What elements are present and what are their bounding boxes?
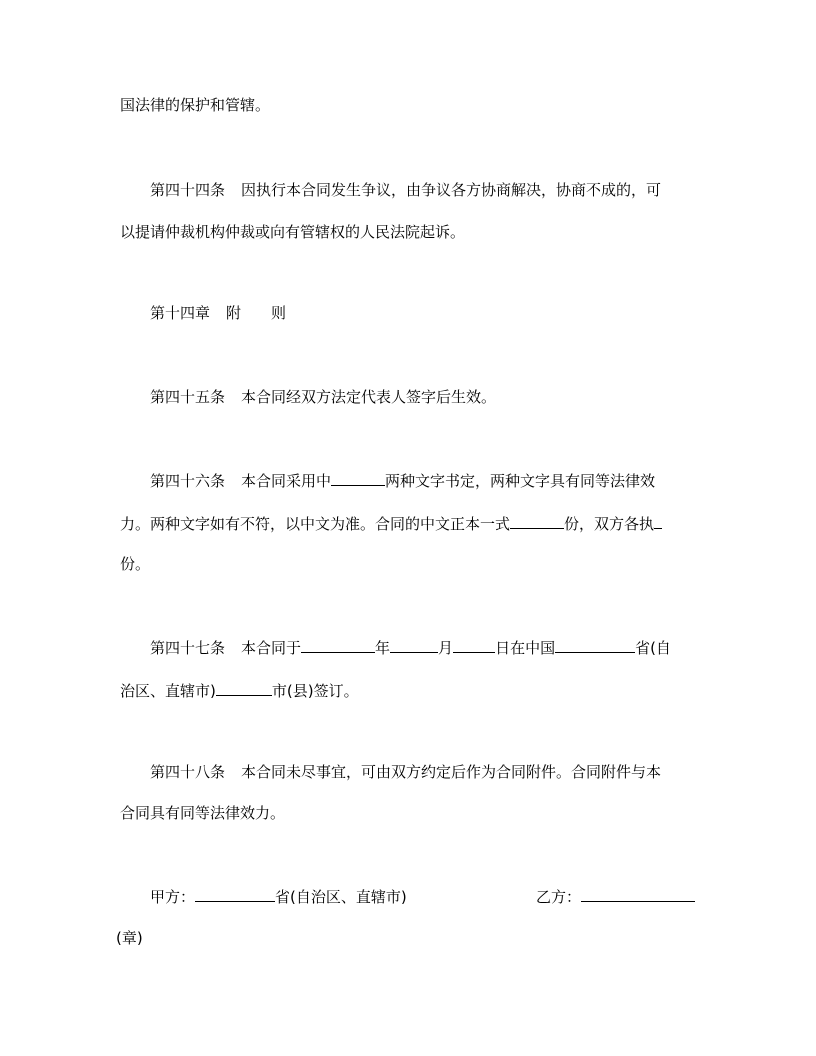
fill-blank: [331, 470, 385, 486]
article-text: 本合同采用中: [241, 472, 332, 490]
fill-blank: [510, 513, 564, 529]
party-a-blank: [195, 886, 275, 902]
article-title: 第四十六条: [150, 472, 226, 490]
fill-blank: [216, 680, 272, 696]
fill-blank: [555, 637, 635, 653]
paragraph-continuation: [120, 95, 270, 115]
article-text: 份，双方各执: [564, 515, 655, 533]
article-text: 年: [375, 639, 391, 657]
article-48-continued: [120, 803, 285, 823]
chapter-14-heading: [150, 303, 286, 323]
article-text: 两种文字书定，两种文字具有同等法律效: [385, 472, 656, 490]
article-title: 第四十五条: [150, 388, 226, 406]
chapter-name: 则: [271, 304, 287, 322]
article-text: 以提请仲裁机构仲裁或向有管辖权的人民法院起诉。: [120, 223, 466, 241]
article-46-continued: [120, 513, 662, 534]
article-46: [150, 470, 655, 491]
article-text: 市(县)签订。: [271, 682, 359, 700]
seal-line: [116, 928, 143, 948]
party-a-label: 甲方：: [150, 888, 196, 906]
article-text: 力。两种文字如有不符，以中文为准。合同的中文正本一式: [120, 515, 511, 533]
article-48: [150, 762, 661, 782]
article-45: [150, 387, 496, 407]
article-text: 因执行本合同发生争议，由争议各方协商解决，协商不成的，可: [241, 181, 662, 199]
article-text: 治区、直辖市): [120, 682, 216, 700]
chapter-title: 第十四章: [150, 304, 211, 322]
article-47-continued: [120, 680, 359, 701]
fill-blank: [301, 637, 375, 653]
party-a-line: [150, 886, 407, 907]
article-text: 合同具有同等法律效力。: [120, 804, 286, 822]
seal-label: (章): [116, 929, 143, 947]
article-text: 日在中国: [495, 639, 556, 657]
fill-blank: [654, 513, 662, 529]
article-text: 本合同未尽事宜，可由双方约定后作为合同附件。合同附件与本: [241, 763, 662, 781]
article-text: 本合同经双方法定代表人签字后生效。: [241, 388, 497, 406]
article-47: [150, 637, 671, 658]
party-b-label: 乙方：: [536, 888, 582, 906]
article-text: 月: [438, 639, 454, 657]
article-text: 本合同于: [241, 639, 302, 657]
fill-blank: [390, 637, 438, 653]
chapter-name: 附: [226, 304, 242, 322]
party-b-blank: [581, 886, 695, 902]
article-46-end: [120, 554, 150, 574]
article-title: 第四十八条: [150, 763, 226, 781]
article-text: 省(自: [635, 639, 671, 657]
article-text: 份。: [120, 555, 151, 573]
party-b-line: [536, 886, 695, 907]
article-title: 第四十四条: [150, 181, 226, 199]
article-44-continued: [120, 222, 465, 242]
party-a-suffix: 省(自治区、直辖市): [275, 888, 407, 906]
article-title: 第四十七条: [150, 639, 226, 657]
fill-blank: [453, 637, 495, 653]
article-44: [150, 180, 661, 200]
text-line: 国法律的保护和管辖。: [120, 96, 271, 114]
